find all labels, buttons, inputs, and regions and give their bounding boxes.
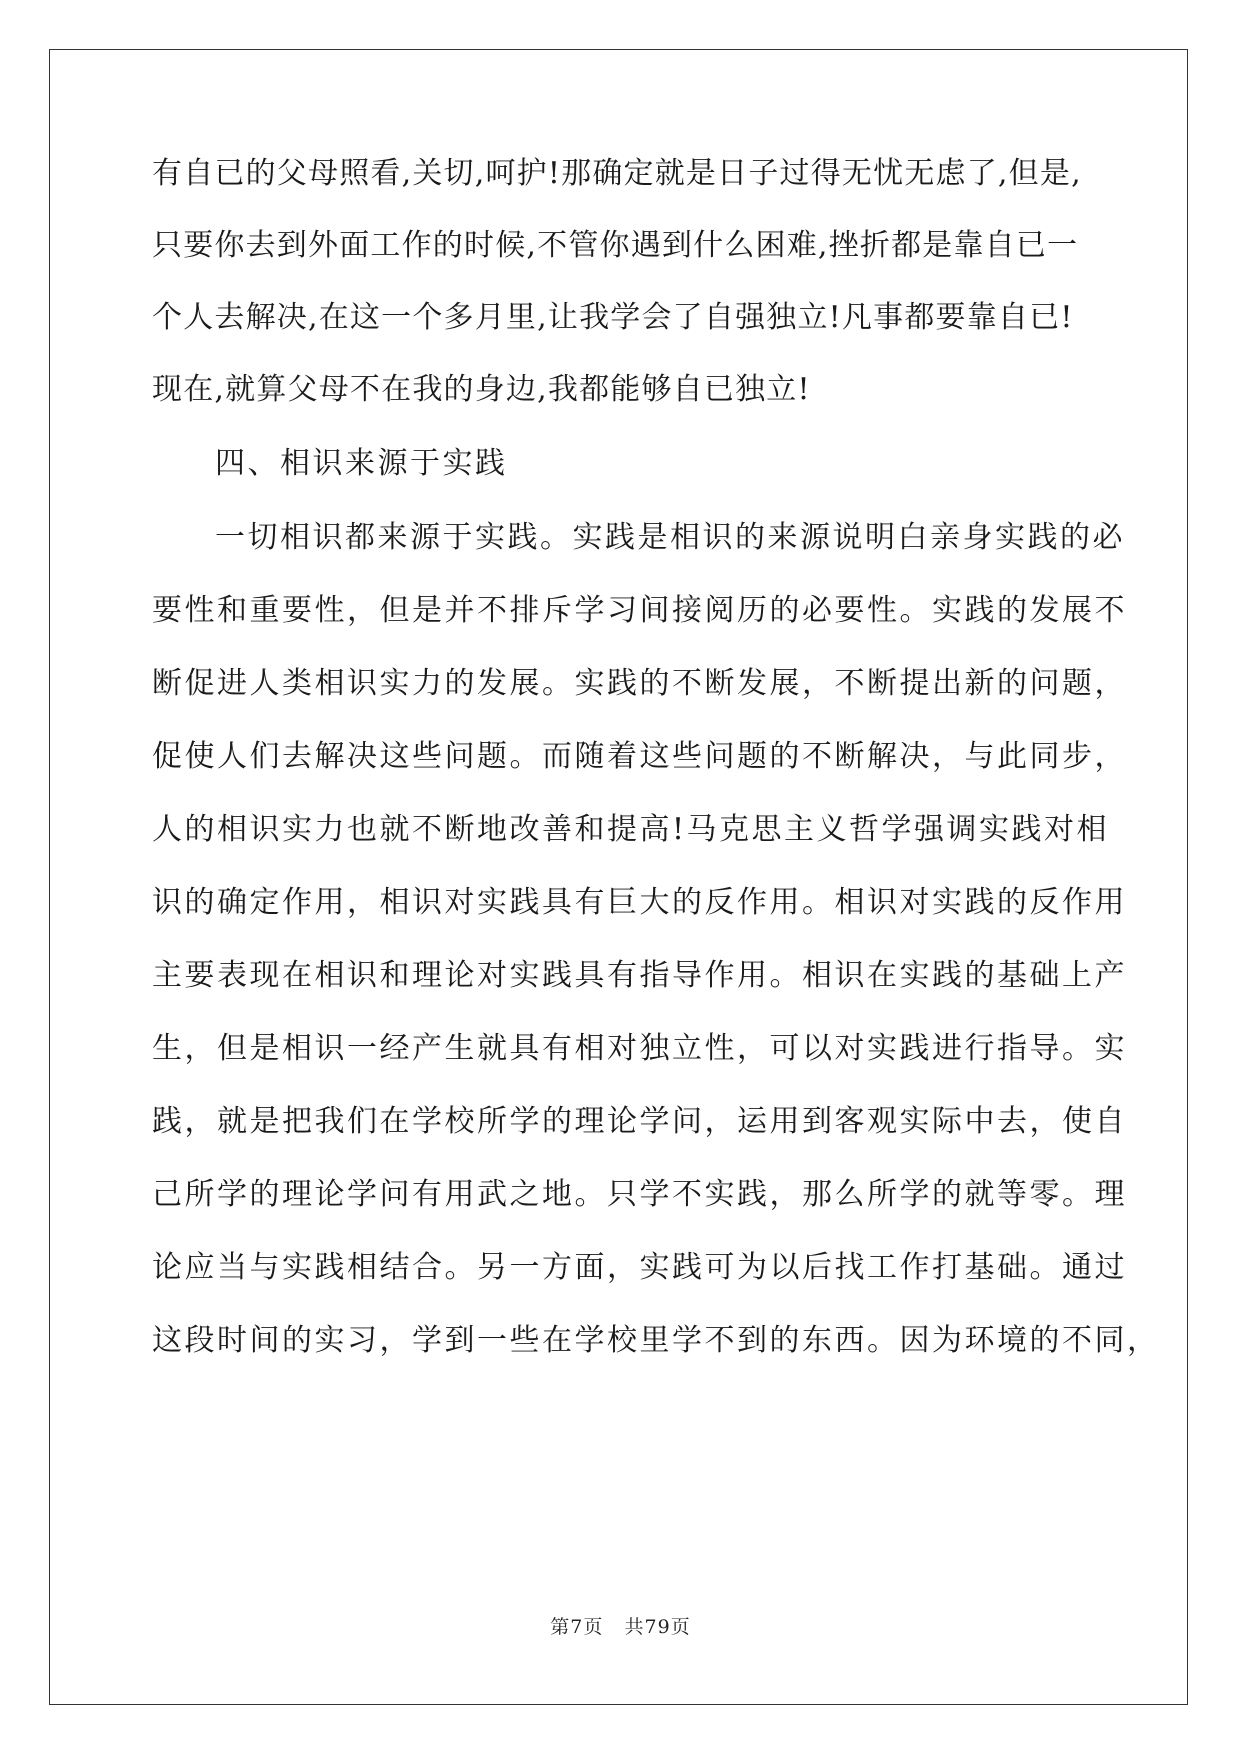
text-line-3: 个人去解决,在这一个多月里,让我学会了自强独立!凡事都要靠自已! (152, 300, 1074, 335)
text-line-2: 只要你去到外面工作的时候,不管你遇到什么困难,挫折都是靠自已一 (152, 228, 1079, 263)
page-footer (0, 1615, 1241, 1639)
text-line-13: 生，但是相识一经产生就具有相对独立性，可以对实践进行指导。实 (152, 1031, 1127, 1066)
text-line-15: 己所学的理论学问有用武之地。只学不实践，那么所学的就等零。理 (152, 1177, 1127, 1212)
text-line-7: 要性和重要性，但是并不排斥学习间接阅历的必要性。实践的发展不 (152, 593, 1127, 628)
text-line-16: 论应当与实践相结合。另一方面，实践可为以后找工作打基础。通过 (152, 1250, 1127, 1285)
text-line-14: 践，就是把我们在学校所学的理论学问，运用到客观实际中去，使自 (152, 1104, 1127, 1139)
text-line-1: 有自已的父母照看,关切,呵护!那确定就是日子过得无忧无虑了,但是, (152, 156, 1082, 191)
page-total: 共79页 (624, 1616, 691, 1638)
paragraph-first-line: 一切相识都来源于实践。实践是相识的来源说明白亲身实践的必 (215, 520, 1125, 555)
text-line-11: 识的确定作用，相识对实践具有巨大的反作用。相识对实践的反作用 (152, 885, 1127, 920)
text-line-9: 促使人们去解决这些问题。而随着这些问题的不断解决，与此同步， (152, 739, 1127, 774)
text-line-4: 现在,就算父母不在我的身边,我都能够自已独立! (152, 372, 811, 407)
text-line-17: 这段时间的实习，学到一些在学校里学不到的东西。因为环境的不同， (152, 1323, 1160, 1358)
text-line-8: 断促进人类相识实力的发展。实践的不断发展，不断提出新的问题， (152, 666, 1127, 701)
text-line-10: 人的相识实力也就不断地改善和提高!马克思主义哲学强调实践对相 (152, 812, 1110, 847)
text-line-12: 主要表现在相识和理论对实践具有指导作用。相识在实践的基础上产 (152, 958, 1127, 993)
section-heading: 四、相识来源于实践 (215, 446, 508, 481)
page-number: 第7页 (550, 1616, 604, 1638)
